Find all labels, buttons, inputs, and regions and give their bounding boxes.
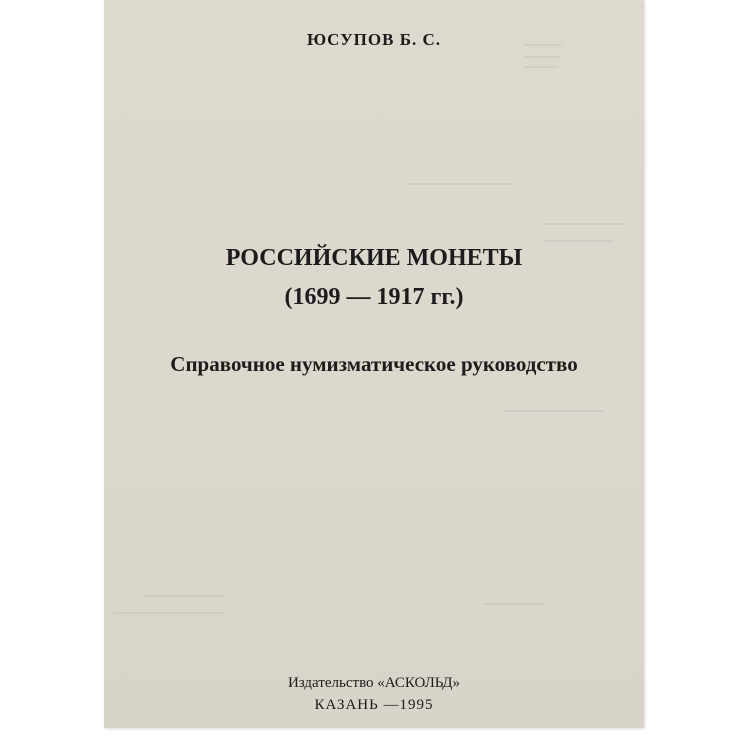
show-through-mark [484, 603, 544, 605]
publisher-name: Издательство «АСКОЛЬД» [287, 675, 461, 691]
book-years: (1699 — 1917 гг.) [284, 284, 464, 310]
show-through-mark [524, 66, 558, 68]
show-through-mark [144, 595, 224, 597]
show-through-mark [544, 240, 614, 242]
show-through-mark [114, 612, 224, 614]
book-subtitle: Справочное нумизматическое руководство [170, 352, 578, 376]
title-page [104, 0, 644, 728]
show-through-mark [404, 183, 514, 185]
publication-city-year: КАЗАНЬ —1995 [314, 697, 434, 713]
book-title: РОССИЙСКИЕ МОНЕТЫ [225, 245, 523, 271]
show-through-mark [544, 223, 624, 225]
show-through-mark [524, 56, 560, 58]
author-name: ЮСУПОВ Б. С. [307, 30, 441, 49]
show-through-mark [504, 410, 604, 412]
